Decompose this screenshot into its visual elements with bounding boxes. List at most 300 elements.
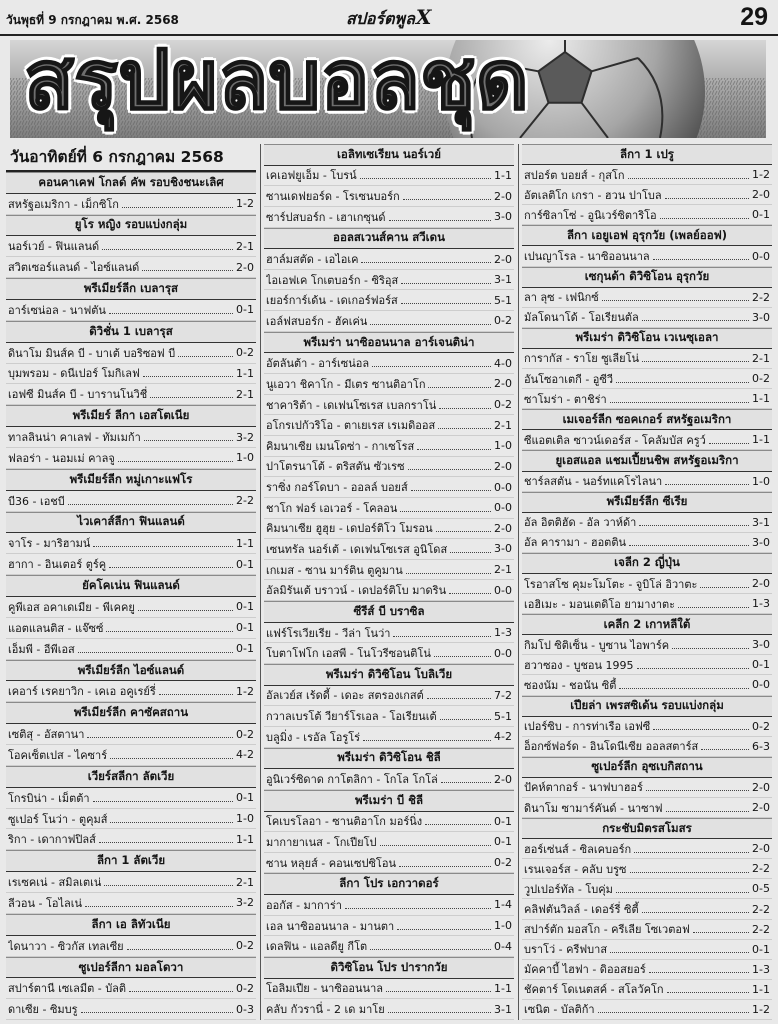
newspaper-logo [346, 5, 431, 32]
match-row [522, 185, 772, 205]
dot-leader [68, 504, 233, 505]
logo-text: สปอร์ตพูล [346, 9, 415, 28]
match-score: 1-1 [494, 981, 512, 995]
dot-leader [709, 443, 749, 444]
league-header: ลีกา 1 ลัตเวีย [6, 850, 256, 872]
match-score: 1-2 [752, 1002, 770, 1016]
dot-leader [629, 545, 749, 546]
league-header: ยัคโคเน่น ฟินแลนด์ [6, 575, 256, 597]
match-score: 1-2 [752, 168, 770, 182]
results-column-3 [522, 144, 772, 1020]
dot-leader [150, 397, 233, 398]
match-row [522, 960, 772, 980]
match-score: 1-3 [494, 626, 512, 640]
dot-leader [388, 1012, 491, 1013]
league-header: ยูโร หญิง รอบแบ่งกลุ่ม [6, 215, 256, 237]
match-row [264, 498, 514, 519]
title-banner [10, 40, 766, 138]
league-header: ซูเปอร์ลีก อุซเบกิสถาน [522, 757, 772, 778]
dot-leader [400, 511, 491, 512]
match-score: 3-1 [494, 1002, 512, 1016]
match-score: 0-4 [494, 939, 512, 953]
match-teams: ซานเดฟยอร์ด - โรเซนบอร์ก [266, 190, 400, 204]
match-score: 0-1 [494, 814, 512, 828]
dot-leader [646, 790, 749, 791]
match-row [522, 920, 772, 940]
match-teams: คลิฟตันวิลล์ - เดอร์รี่ ซิตี้ [524, 903, 639, 917]
league-header: ไวเคาส์ลีกา ฟินแลนด์ [6, 512, 256, 534]
match-score: 0-1 [236, 557, 254, 571]
match-row [6, 618, 256, 639]
match-score: 2-0 [752, 780, 770, 794]
match-row [6, 788, 256, 809]
match-row [264, 395, 514, 416]
match-teams: ฟลอร่า - นอมเม่ คาลจู [8, 451, 115, 465]
league-header: คอนคาเคฟ โกลด์ คัพ รอบชิงชนะเลิศ [6, 172, 256, 194]
dot-leader [178, 356, 233, 357]
league-header: พรีเมียร์ลีก เบลารุส [6, 278, 256, 300]
match-score: 2-2 [752, 902, 770, 916]
results-column-1 [6, 144, 256, 1020]
match-row [522, 940, 772, 960]
match-teams: อัตลันต้า - อาร์เซน่อล [266, 357, 370, 371]
dot-leader [122, 207, 233, 208]
match-score: 1-2 [236, 197, 254, 211]
match-row [522, 1000, 772, 1020]
dot-leader [649, 972, 749, 973]
match-teams: อาร์เซน่อล - นาฟตัน [8, 303, 106, 317]
match-row [264, 999, 514, 1020]
match-score: 3-0 [494, 210, 512, 224]
dot-leader [93, 546, 233, 547]
dot-leader [106, 631, 233, 632]
match-teams: เรเซคเน่ - สมิลเตเน่ [8, 876, 102, 890]
match-row [522, 980, 772, 1000]
match-teams: เดลฟิน - แอลดียู กีโต [266, 940, 368, 954]
match-row [522, 205, 772, 225]
match-teams: อ็อกซ์ฟอร์ด - อินโดนีเซีย ออลสตาร์ส [524, 740, 699, 754]
match-score: 0-1 [494, 835, 512, 849]
match-score: 0-0 [752, 249, 770, 263]
match-score: 0-5 [752, 882, 770, 896]
dot-leader [397, 929, 491, 930]
match-teams: กิมโป ซิติเซ็น - บูซาน ไอพาร์ค [524, 638, 670, 652]
match-score: 1-1 [494, 168, 512, 182]
page-header [0, 0, 778, 36]
match-score: 6-3 [752, 739, 770, 753]
dot-leader [142, 270, 233, 271]
dot-leader [642, 320, 749, 321]
dot-leader [619, 688, 749, 689]
match-teams: เอ็มพี - อีพีเอส [8, 642, 75, 656]
league-header: เปียล่า เพรสซิเด้น รอบแบ่งกลุ่ม [522, 696, 772, 717]
league-header: พรีเมร่า ดิวิซิโอน เวเนซุเอลา [522, 328, 772, 349]
match-teams: สวิตเซอร์แลนด์ - ไอซ์แลนด์ [8, 261, 140, 275]
match-row [264, 207, 514, 228]
dot-leader [403, 199, 491, 200]
match-score: 4-2 [236, 748, 254, 762]
match-teams: ซาน หลุยส์ - คอนเซปซิโอน [266, 856, 396, 870]
match-teams: ออกัส - มาการ่า [266, 898, 342, 912]
match-teams: เซนิต - บัลติก้า [524, 1003, 595, 1017]
match-score: 2-0 [236, 260, 254, 274]
match-row [6, 343, 256, 364]
match-teams: ฮากา - อินเตอร์ ตูร์คู [8, 558, 107, 572]
match-teams: กวาลเบรโต้ วียาร์โรเอล - โอเรียนเต้ [266, 710, 437, 724]
match-score: 1-1 [752, 433, 770, 447]
match-row [6, 999, 256, 1020]
match-teams: สปอร์ต บอยส์ - กุสโก [524, 168, 625, 182]
dot-leader [602, 300, 749, 301]
match-teams: ลา ลุซ - เฟนิกซ์ [524, 291, 599, 305]
match-score: 1-3 [752, 597, 770, 611]
match-row [264, 415, 514, 436]
league-header: เมเจอร์ลีก ซอคเกอร์ สหรัฐอเมริกา [522, 409, 772, 430]
match-day-heading: วันอาทิตย์ที่ 6 กรกฎาคม 2568 [6, 144, 256, 172]
match-teams: โรอาสโซ คุมะโมโตะ - จูบิโล่ อิวาตะ [524, 577, 698, 591]
league-header: พรีเมียร์ลีก ไอซ์แลนด์ [6, 660, 256, 682]
league-header: พรีเมียร์ลีก คาซัคสถาน [6, 702, 256, 724]
match-teams: จาโร - มาริฮามน์ [8, 537, 91, 551]
match-teams: นูเอวา ชิคาโก - มีเตร ซานติอาโก [266, 377, 426, 391]
match-row [264, 519, 514, 540]
logo-mark: X [415, 5, 432, 29]
match-score: 0-1 [236, 621, 254, 635]
match-teams: มัลโดนาโด้ - โอเรียนตัล [524, 311, 639, 325]
league-header: พรีเมร่า ดิวิซิโอน ชิลี [264, 748, 514, 770]
dot-leader [439, 408, 491, 409]
dot-leader [361, 262, 491, 263]
dot-leader [637, 668, 749, 669]
match-row [6, 745, 256, 766]
match-row [522, 246, 772, 266]
match-teams: แฟร์โรเวียเรีย - วีล่า โนว่า [266, 626, 391, 640]
match-score: 0-1 [236, 791, 254, 805]
match-teams: บุมพรอม - ดนีเปอร์ โมกิเลฟ [8, 367, 140, 381]
match-score: 2-1 [494, 418, 512, 432]
match-score: 2-1 [236, 387, 254, 401]
match-row [6, 639, 256, 660]
match-score: 1-0 [236, 451, 254, 465]
dot-leader [143, 376, 233, 377]
match-row [264, 979, 514, 1000]
match-score: 2-0 [494, 459, 512, 473]
match-score: 1-1 [236, 832, 254, 846]
match-row [6, 300, 256, 321]
match-row [264, 936, 514, 957]
dot-leader [159, 694, 233, 695]
match-teams: ฮอร์เซ่นส์ - ซิลเคบอร์ก [524, 842, 632, 856]
match-row [522, 165, 772, 185]
match-score: 2-1 [752, 351, 770, 365]
match-row [264, 539, 514, 560]
dot-leader [127, 949, 233, 950]
match-row [264, 249, 514, 270]
match-teams: เคเอฟยูเอ็ม - โบรน์ [266, 169, 357, 183]
match-teams: เอฮิเมะ - มอนเตดิโอ ยามางาตะ [524, 597, 676, 611]
dot-leader [102, 249, 233, 250]
dot-leader [693, 932, 749, 933]
match-score: 4-2 [494, 730, 512, 744]
match-teams: เรนเจอร์ส - คลับ บรูซ [524, 862, 627, 876]
dot-leader [118, 461, 233, 462]
match-score: 0-2 [236, 981, 254, 995]
match-score: 2-0 [752, 842, 770, 856]
match-row [522, 513, 772, 533]
match-row [264, 853, 514, 874]
column-divider [518, 144, 519, 1020]
match-score: 2-1 [236, 239, 254, 253]
match-teams: แอตแลนติส - แจ๊ซซ์ [8, 621, 104, 635]
match-score: 2-2 [752, 290, 770, 304]
dot-leader [363, 740, 491, 741]
match-row [264, 374, 514, 395]
match-row [6, 893, 256, 914]
match-row [6, 533, 256, 554]
match-row [264, 186, 514, 207]
league-header: ลีกา 1 เปรู [522, 144, 772, 165]
banner-title: สรุปผลบอลชุด [24, 40, 529, 128]
match-row [264, 623, 514, 644]
match-teams: ชัคตาร์ โดเนตสค์ - สโลวัคโก [524, 983, 664, 997]
dot-leader [428, 387, 491, 388]
league-header: เอลิทเซเรียน นอร์เวย์ [264, 144, 514, 166]
match-teams: ซาร์ปสบอร์ก - เฮาเกซุนด์ [266, 210, 386, 224]
dot-leader [665, 484, 749, 485]
match-score: 0-2 [494, 398, 512, 411]
match-teams: อัล คารามา - ฮอตติน [524, 536, 626, 550]
match-teams: ลีวอน - โอไลเน่ [8, 896, 83, 910]
match-score: 0-3 [236, 1002, 254, 1016]
dot-leader [701, 749, 749, 750]
dot-leader [399, 866, 491, 867]
match-row [6, 936, 256, 957]
match-row [6, 554, 256, 575]
match-row [522, 737, 772, 757]
match-score: 0-0 [494, 480, 512, 494]
dot-leader [616, 892, 749, 893]
match-row [522, 349, 772, 369]
match-score: 0-0 [494, 646, 512, 660]
match-row [264, 436, 514, 457]
match-row [264, 477, 514, 498]
match-score: 0-1 [236, 600, 254, 614]
match-score: 0-0 [494, 501, 512, 515]
match-score: 1-4 [494, 898, 512, 912]
match-score: 2-0 [494, 772, 512, 786]
match-row [522, 594, 772, 614]
match-teams: วูปเปอร์ทัล - โบคุ่ม [524, 882, 613, 896]
match-score: 4-0 [494, 356, 512, 370]
match-score: 0-0 [752, 678, 770, 692]
match-score: 0-2 [236, 939, 254, 953]
match-teams: อัล อิตติฮัด - อัล วาห์ด้า [524, 516, 637, 530]
match-row [6, 809, 256, 830]
dot-leader [450, 552, 491, 553]
dot-leader [401, 303, 491, 304]
match-teams: ซองนัม - ชอนัน ซิตี้ [524, 678, 617, 692]
match-teams: เอล นาซิออนนาล - มานตา [266, 919, 395, 933]
match-row [264, 643, 514, 664]
match-row [6, 384, 256, 405]
dot-leader [81, 1012, 233, 1013]
league-header: พรีเมียร์ ลีกา เอสโตเนีย [6, 405, 256, 427]
match-teams: ฮาล์มสตัด - เอไอเค [266, 253, 359, 267]
dot-leader [639, 525, 749, 526]
league-header: พรีเมียร์ลีก ซีเรีย [522, 492, 772, 513]
match-teams: เปอร์ซิบ - การท่าเรือ เอฟซี [524, 720, 651, 734]
match-row [522, 717, 772, 737]
match-row [522, 879, 772, 899]
match-teams: ริกา - เดากาฟปิลส์ [8, 833, 96, 847]
match-score: 0-1 [236, 642, 254, 656]
match-teams: คิมนาเซีย ฮูฮุย - เดปอร์ติโว โมรอน [266, 522, 433, 536]
match-row [264, 353, 514, 374]
dot-leader [360, 178, 491, 179]
match-score: 3-0 [752, 638, 770, 652]
dot-leader [427, 698, 491, 699]
dot-leader [417, 449, 491, 450]
page-number: 29 [740, 3, 768, 31]
match-teams: สปาร์ตานี เซเลมีต - บัลติ [8, 982, 127, 996]
dot-leader [665, 198, 749, 199]
dot-leader [380, 845, 492, 846]
match-row [264, 166, 514, 187]
match-row [522, 389, 772, 409]
match-score: 2-1 [236, 875, 254, 889]
dot-leader [642, 912, 749, 913]
dot-leader [630, 872, 750, 873]
league-header: ซูเปอร์ลีกา มอลโดวา [6, 957, 256, 979]
match-teams: ฮวาซอง - บูชอน 1995 [524, 658, 634, 672]
league-header: พรีเมร่า นาซิออนนาล อาร์เจนติน่า [264, 332, 514, 354]
match-score: 2-0 [752, 188, 770, 202]
dot-leader [87, 737, 233, 738]
match-teams: นอร์เวย์ - ฟินแลนด์ [8, 240, 100, 254]
match-row [264, 727, 514, 748]
match-row [522, 635, 772, 655]
dot-leader [700, 587, 749, 588]
match-row [522, 798, 772, 818]
match-score: 1-0 [236, 812, 254, 826]
match-teams: อัลมิรันเต้ บราวน์ - เดปอร์ติโบ มาดริน [266, 584, 447, 598]
match-row [522, 574, 772, 594]
match-score: 2-2 [752, 922, 770, 936]
match-score: 0-2 [236, 727, 254, 741]
league-header: เคลีก 2 เกาหลีใต้ [522, 614, 772, 635]
league-header: พรีเมร่า ดิวิซิโอน โบลิเวีย [264, 664, 514, 686]
match-teams: โกรบิน่า - เม็ตต้า [8, 791, 90, 805]
match-teams: เยอร์การ์เด้น - เดเกอร์ฟอร์ส [266, 294, 398, 308]
match-teams: ชาคาริต้า - เดเฟนโซเรส เบลกราโน่ [266, 398, 437, 412]
match-row [6, 597, 256, 618]
match-row [522, 369, 772, 389]
match-row [522, 778, 772, 798]
match-score: 1-1 [236, 366, 254, 380]
match-row [6, 829, 256, 850]
dot-leader [99, 842, 233, 843]
match-row [6, 978, 256, 999]
dot-leader [372, 366, 491, 367]
match-teams: ไอเอฟเค โกเตบอร์ก - ซิริอุส [266, 273, 399, 287]
dot-leader [411, 490, 491, 491]
match-score: 0-1 [752, 658, 770, 672]
match-score: 0-1 [752, 942, 770, 956]
match-row [264, 560, 514, 581]
match-row [264, 916, 514, 937]
match-teams: โบตาโฟโก เอสพี - โนโวรีซอนติโน่ [266, 647, 431, 661]
match-teams: อันโซอาเตกี - อูซีวี [524, 372, 614, 386]
match-score: 3-2 [236, 430, 254, 444]
match-row [264, 895, 514, 916]
match-teams: เกเมส - ซาน มาร์ติน ตูคูมาน [266, 563, 403, 577]
match-row [6, 194, 256, 215]
dot-leader [666, 811, 749, 812]
match-score: 2-0 [752, 577, 770, 591]
league-header: ยูเอสแอล แชมเปี้ยนชิพ สหรัฐอเมริกา [522, 450, 772, 471]
match-teams: โอลิมเปีย - นาซิออนนาล [266, 982, 383, 996]
dot-leader [672, 648, 749, 649]
match-score: 2-0 [752, 801, 770, 815]
match-row [522, 899, 772, 919]
match-teams: อูนิเวร์ซิดาด กาโตลิกา - โกโล โกโล่ [266, 773, 438, 787]
match-teams: อัลเวย์ส เร้ดดี้ - เดอะ สตรองเกสต์ [266, 689, 424, 703]
match-score: 2-0 [494, 521, 512, 535]
match-row [6, 364, 256, 385]
match-teams: เอฟซี มินส์ค บี - บารานโนวิชี่ [8, 388, 148, 402]
league-header: ลีกา โปร เอกวาดอร์ [264, 873, 514, 895]
match-row [522, 472, 772, 492]
match-score: 1-3 [752, 962, 770, 976]
dot-leader [406, 573, 491, 574]
match-row [264, 580, 514, 601]
dot-leader [653, 729, 749, 730]
match-teams: ไดนาวา - ซิวกัส เทลเซีย [8, 939, 124, 953]
match-row [522, 288, 772, 308]
match-score: 5-1 [494, 709, 512, 723]
match-teams: ชาโก ฟอร์ เอเวอร์ - โคลอน [266, 501, 398, 515]
match-row [264, 290, 514, 311]
league-header: เซกุนด้า ดิวิซิโอน อุรุกวัย [522, 267, 772, 288]
match-row [522, 675, 772, 695]
match-score: 0-1 [752, 208, 770, 222]
league-header: เวียร์สลีกา ลัตเวีย [6, 766, 256, 788]
match-teams: ดาเซีย - ซิมบรู [8, 1003, 78, 1017]
match-score: 2-0 [494, 252, 512, 266]
match-score: 0-1 [236, 303, 254, 317]
match-row [264, 832, 514, 853]
match-teams: บลูมิ่ง - เรอัล โอรูโร่ [266, 730, 361, 744]
dot-leader [660, 218, 749, 219]
league-header: ลีกา เอยูเอฟ อุรุกวัย (เพลย์ออฟ) [522, 225, 772, 246]
match-teams: โคเบรโลอา - ซานติอาโก มอร์นิ่ง [266, 815, 423, 829]
match-teams: เซติสุ - อัสตานา [8, 728, 85, 742]
dot-leader [110, 822, 233, 823]
match-score: 3-0 [752, 310, 770, 324]
match-score: 0-2 [752, 719, 770, 733]
match-teams: อัตเลติโก เกรา - ฮวน ปาโบล [524, 188, 662, 202]
dot-leader [449, 593, 491, 594]
dot-leader [598, 1012, 749, 1013]
column-divider [260, 144, 261, 1020]
match-row [264, 686, 514, 707]
match-teams: ซีแอตเติล ซาวน์เดอร์ส - โคลัมบัส ครูว์ [524, 433, 706, 447]
match-teams: คลับ กัวรานี่ - 2 เด มาโย [266, 1003, 385, 1017]
match-teams: สปาร์ตัก มอสโก - ครีเลีย โซเวตอฟ [524, 923, 690, 937]
match-row [6, 681, 256, 702]
match-score: 0-2 [752, 372, 770, 386]
match-row [6, 872, 256, 893]
